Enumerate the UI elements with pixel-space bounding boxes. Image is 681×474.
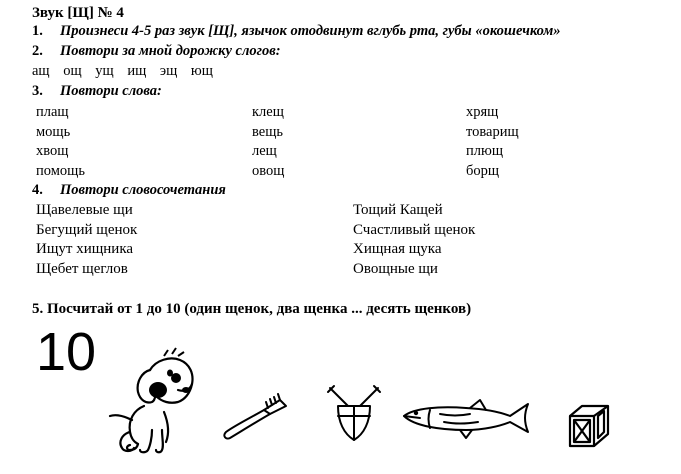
- count-number: 10: [36, 322, 97, 382]
- task-4-number: 4.: [32, 182, 43, 198]
- task-3-text: Повтори слова:: [60, 83, 162, 99]
- phrase: Бегущий щенок: [36, 221, 138, 238]
- word: хрящ: [466, 104, 499, 120]
- box-icon: [566, 402, 614, 450]
- word: борщ: [466, 162, 500, 179]
- syllable: ущ: [95, 63, 114, 79]
- words-column-2: [252, 103, 284, 181]
- shield-icon: [326, 384, 382, 444]
- phrase: Счастливый щенок: [353, 221, 476, 238]
- phrases-column-1: [36, 201, 137, 279]
- task-1-text: Произнеси 4-5 раз звук [Щ], язычок отодвинут вглубь рта, губы «окошечком»: [60, 23, 561, 39]
- word: вещь: [252, 123, 283, 140]
- task-2-text: Повтори за мной дорожку слогов:: [60, 43, 281, 59]
- phrase: Ищут хищника: [36, 241, 134, 257]
- word: лещ: [252, 143, 277, 159]
- pike-fish-icon: [400, 396, 532, 442]
- task-4-text: Повтори словосочетания: [60, 182, 226, 198]
- word: помощь: [36, 162, 85, 179]
- phrases-column-2: [353, 201, 475, 279]
- task-1-number: 1.: [32, 23, 43, 39]
- task-4: [32, 182, 226, 199]
- word: товарищ: [466, 123, 519, 140]
- syllable: ищ: [127, 63, 147, 79]
- phrase: Хищная щука: [353, 241, 442, 257]
- syllable-row: [32, 63, 223, 80]
- word: клещ: [252, 104, 284, 120]
- puppy-icon: [104, 346, 216, 458]
- syllable: ощ: [63, 63, 82, 79]
- task-5: 5. Посчитай от 1 до 10 (один щенок, два щенка ... десять щенков): [32, 301, 472, 317]
- page-title: Звук [Щ] № 4: [32, 5, 124, 21]
- task-3: [32, 83, 162, 100]
- phrase: Овощные щи: [353, 260, 438, 277]
- word: овощ: [252, 162, 285, 179]
- phrase: Щебет щеглов: [36, 260, 128, 277]
- word: плющ: [466, 143, 503, 159]
- task-2: [32, 43, 281, 60]
- task-2-number: 2.: [32, 43, 43, 59]
- syllable: эщ: [159, 63, 178, 79]
- toothbrush-icon: [220, 392, 292, 442]
- task-3-number: 3.: [32, 83, 43, 99]
- phrase: Щавелевые щи: [36, 202, 133, 218]
- phrase: Тощий Кащей: [353, 202, 443, 218]
- word: мощь: [36, 123, 71, 140]
- task-1: [32, 23, 561, 40]
- words-column-3: [466, 103, 519, 181]
- word: хвощ: [36, 143, 69, 159]
- words-column-1: [36, 103, 85, 181]
- word: плащ: [36, 104, 69, 120]
- syllable: ащ: [32, 63, 50, 79]
- syllable: ющ: [190, 63, 213, 79]
